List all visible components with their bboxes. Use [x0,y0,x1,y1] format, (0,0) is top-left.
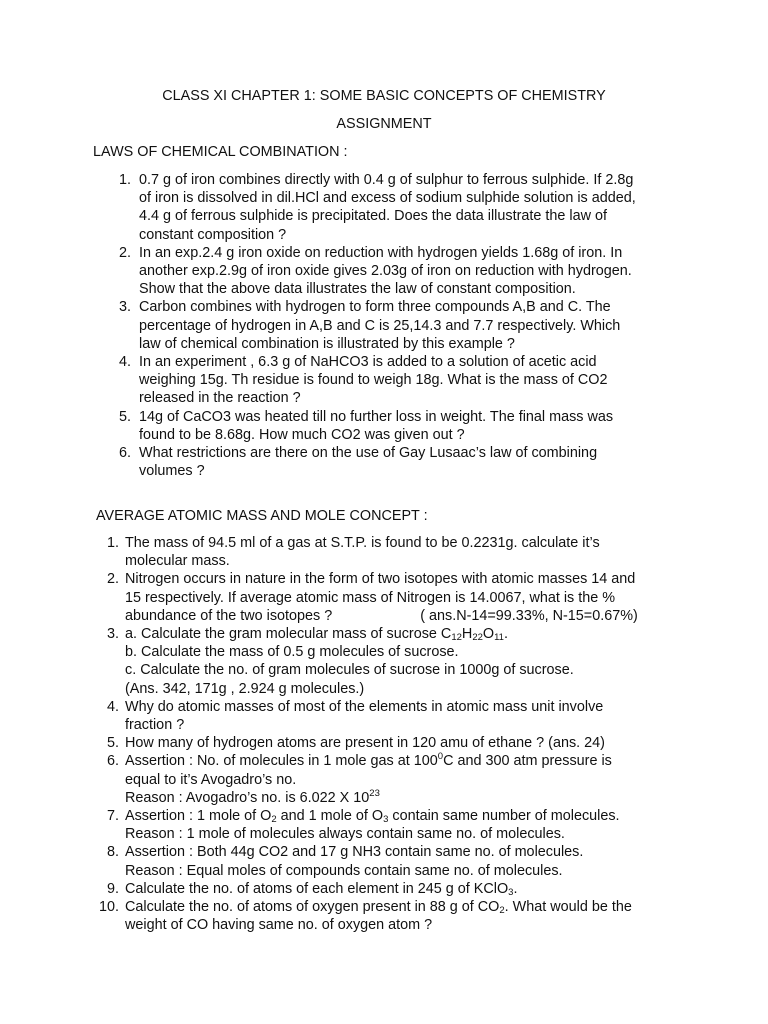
question-number: 2. [118,244,131,261]
question-text: Assertion : Both 44g CO2 and 17 g NH3 contain same no. of molecules. [125,844,584,861]
question-item [106,698,745,734]
question-number: 7. [106,808,119,825]
question-number: 9. [106,880,119,897]
question-text-part: Assertion : No. of molecules in 1 mole gas at 100 [125,753,438,770]
question-item [106,880,745,898]
question-text: Carbon combines with hydrogen to form three compounds A,B and C. The [139,299,611,316]
question-text: Why do atomic masses of most of the elements in atomic mass unit involve [125,698,604,715]
question-text [125,625,745,643]
question-text: c. Calculate the no. of gram molecules of sucrose in 1000g of sucrose. [125,662,574,679]
question-item [98,898,745,934]
question-item [106,534,745,570]
question-text: 4.4 g of ferrous sulphide is precipitated. Does the data illustrate the law of [139,208,607,225]
answer-text: (Ans. 342, 171g , 2.924 g molecules.) [125,680,365,697]
question-text: What restrictions are there on the use of Gay Lusaac’s law of combining [139,445,598,462]
mole-question-list [98,534,745,934]
superscript: 23 [369,787,380,799]
question-item [118,171,739,244]
subscript: 2 [499,905,505,917]
formula-part: H [461,626,473,643]
question-text-part: abundance of the two isotopes ? [125,607,333,624]
question-item [106,734,745,752]
question-text: constant composition ? [139,226,287,243]
question-item [106,843,745,879]
question-text: volumes ? [139,463,205,480]
question-text [125,898,745,916]
question-text: of iron is dissolved in dil.HCl and excess of sodium sulphide solution is added, [139,190,636,207]
question-item [118,298,739,353]
question-text-part: a. Calculate the gram molecular mass of sucrose C [125,626,452,643]
question-text: 14g of CaCO3 was heated till no further loss in weight. The final mass was [139,408,614,425]
question-text [125,789,745,807]
question-number: 5. [118,408,131,425]
question-text: Reason : Equal moles of compounds contain same no. of molecules. [125,862,563,879]
question-text [125,807,745,825]
question-number: 10. [98,899,119,916]
question-item [118,408,739,444]
question-text-part: and 1 mole of O [276,808,384,825]
question-item [118,244,739,299]
question-number: 8. [106,844,119,861]
question-item [118,444,739,480]
question-text: fraction ? [125,717,185,734]
question-number: 3. [118,299,131,316]
question-item [106,625,745,698]
question-number: 4. [106,698,119,715]
question-text-part: contain same number of molecules. [388,808,620,825]
section-heading-laws: LAWS OF CHEMICAL COMBINATION : [93,144,348,160]
question-text: Reason : 1 mole of molecules always contain same no. of molecules. [125,826,565,843]
question-text: another exp.2.9g of iron oxide gives 2.03g of iron on reduction with hydrogen. [139,263,632,280]
question-text: molecular mass. [125,553,230,570]
question-text [125,880,745,898]
question-text-part: . [503,626,508,643]
question-text: 15 respectively. If average atomic mass of Nitrogen is 14.0067, what is the % [125,589,616,606]
subscript: 2 [271,814,277,826]
question-text: law of chemical combination is illustrated by this example ? [139,335,515,352]
question-item [118,353,739,408]
question-number: 3. [106,626,119,643]
question-text: percentage of hydrogen in A,B and C is 25,14.3 and 7.7 respectively. Which [139,317,621,334]
subscript: 3 [508,886,514,898]
question-text: found to be 8.68g. How much CO2 was given out ? [139,426,465,443]
laws-question-list [118,171,739,480]
question-text: How many of hydrogen atoms are present in 120 amu of ethane ? (ans. 24) [125,735,605,752]
question-text-part: Assertion : 1 mole of O [125,808,272,825]
question-text: 0.7 g of iron combines directly with 0.4 g of sulphur to ferrous sulphide. If 2.8g [139,172,634,188]
question-text: Nitrogen occurs in nature in the form of two isotopes with atomic masses 14 and [125,571,636,588]
question-text: weighing 15g. Th residue is found to weigh 18g. What is the mass of CO2 [139,372,608,389]
question-number: 6. [118,445,131,462]
question-number: 5. [106,735,119,752]
question-text-part: . What would be the [504,899,632,916]
question-number: 2. [106,571,119,588]
question-text: In an exp.2.4 g iron oxide on reduction with hydrogen yields 1.68g of iron. In [139,244,623,261]
question-text: released in the reaction ? [139,390,301,407]
question-text-part: . [513,880,518,897]
question-text: weight of CO having same no. of oxygen atom ? [125,917,433,934]
question-item [106,807,745,843]
question-number: 6. [106,753,119,770]
question-item [106,570,745,625]
question-number: 4. [118,354,131,371]
subscript: 11 [494,632,504,644]
question-text: b. Calculate the mass of 0.5 g molecules of sucrose. [125,644,459,661]
question-text-part: C and 300 atm pressure is [443,753,612,770]
document-subtitle: ASSIGNMENT [336,116,432,132]
question-text: In an experiment , 6.3 g of NaHCO3 is added to a solution of acetic acid [139,354,597,371]
question-text [125,752,745,770]
question-number: 1. [106,535,119,551]
question-text: The mass of 94.5 ml of a gas at S.T.P. is found to be 0.2231g. calculate it’s [125,535,600,551]
formula-part: O [482,626,495,643]
question-text-part: Calculate the no. of atoms of each element in 245 g of KClO [125,880,509,897]
question-number: 1. [118,172,131,188]
question-text-part: Calculate the no. of atoms of oxygen present in 88 g of CO [125,899,500,916]
document-title: CLASS XI CHAPTER 1: SOME BASIC CONCEPTS OF CHEMISTRY [162,88,606,104]
subscript: 3 [383,814,389,826]
question-text-part: Reason : Avogadro’s no. is 6.022 X 10 [125,789,370,806]
question-item [106,751,745,807]
subscript: 12 [451,632,462,644]
question-text: equal to it’s Avogadro’s no. [125,771,297,788]
question-text [125,607,745,625]
section-heading-mole: AVERAGE ATOMIC MASS AND MOLE CONCEPT : [96,508,428,524]
question-text: Show that the above data illustrates the law of constant composition. [139,281,576,298]
subscript: 22 [472,632,483,644]
answer-text: ( ans.N-14=99.33%, N-15=0.67%) [420,607,638,624]
superscript: 0 [437,751,444,763]
